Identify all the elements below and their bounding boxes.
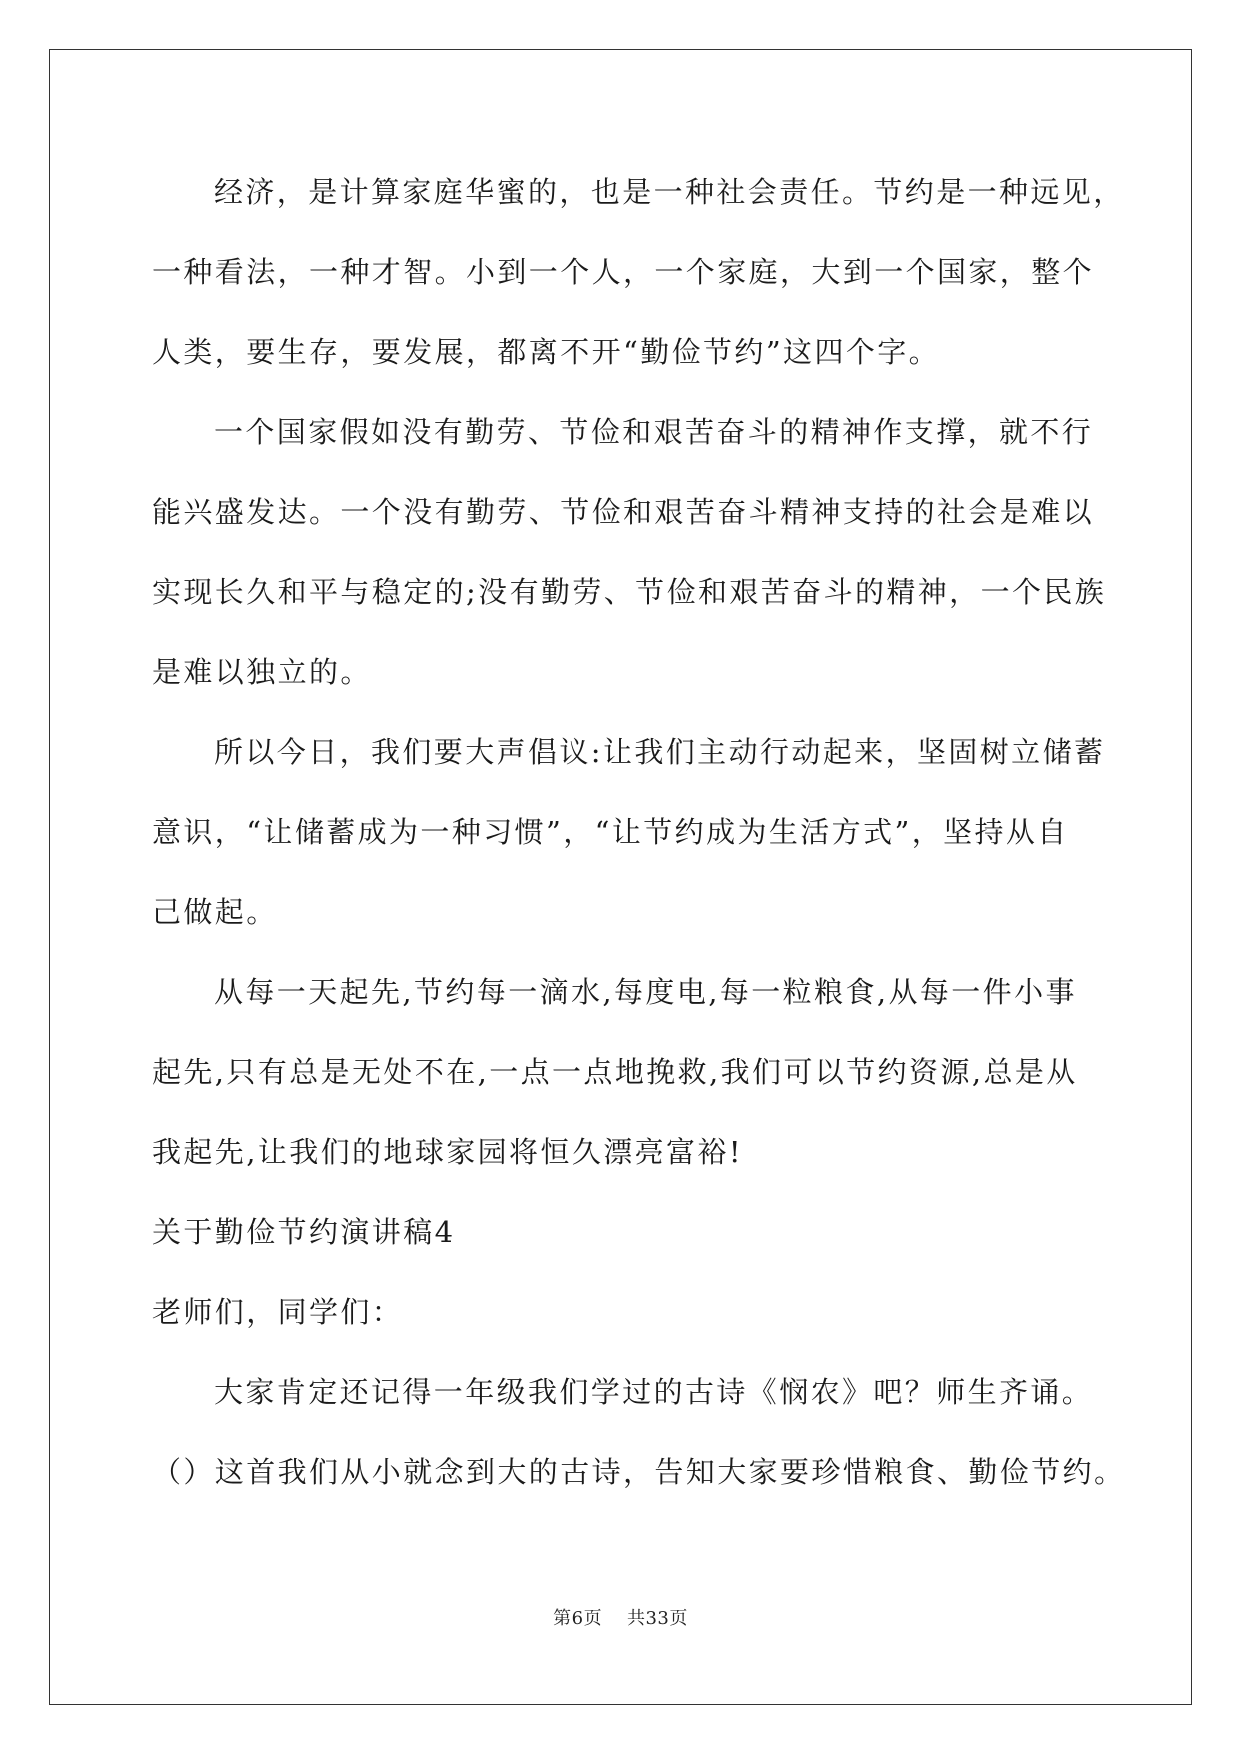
paragraph-line: 己做起。 xyxy=(152,895,278,929)
paragraph-line: 起先,只有总是无处不在,一点一点地挽救,我们可以节约资源,总是从 xyxy=(152,1055,1078,1089)
page-footer xyxy=(0,1604,1241,1630)
paragraph-line: 大家肯定还记得一年级我们学过的古诗《悯农》吧？师生齐诵。 xyxy=(214,1375,1094,1409)
section-heading: 关于勤俭节约演讲稿4 xyxy=(152,1215,456,1249)
paragraph-line: 是难以独立的。 xyxy=(152,655,372,689)
page-total: 共33页 xyxy=(626,1608,688,1629)
salutation-line: 老师们，同学们： xyxy=(152,1295,404,1329)
paragraph-line: 能兴盛发达。一个没有勤劳、节俭和艰苦奋斗精神支持的社会是难以 xyxy=(152,495,1095,529)
paragraph-line: 所以今日，我们要大声倡议:让我们主动行动起来，坚固树立储蓄 xyxy=(214,735,1106,769)
paragraph-line: （）这首我们从小就念到大的古诗，告知大家要珍惜粮食、勤俭节约。 xyxy=(152,1455,1126,1489)
paragraph-line: 从每一天起先,节约每一滴水,每度电,每一粒粮食,从每一件小事 xyxy=(214,975,1077,1009)
paragraph-line: 我起先,让我们的地球家园将恒久漂亮富裕! xyxy=(152,1135,743,1169)
paragraph-line: 人类，要生存，要发展，都离不开“勤俭节约”这四个字。 xyxy=(152,335,941,369)
paragraph-line: 一种看法，一种才智。小到一个人，一个家庭，大到一个国家，整个 xyxy=(152,255,1095,289)
paragraph-line: 实现长久和平与稳定的;没有勤劳、节俭和艰苦奋斗的精神，一个民族 xyxy=(152,575,1107,609)
paragraph-line: 一个国家假如没有勤劳、节俭和艰苦奋斗的精神作支撑，就不行 xyxy=(214,415,1094,449)
page-number: 第6页 xyxy=(553,1608,603,1629)
paragraph-line: 意识，“让储蓄成为一种习惯”，“让节约成为生活方式”，坚持从自 xyxy=(152,815,1069,849)
paragraph-line: 经济，是计算家庭华蜜的，也是一种社会责任。节约是一种远见， xyxy=(214,175,1125,209)
